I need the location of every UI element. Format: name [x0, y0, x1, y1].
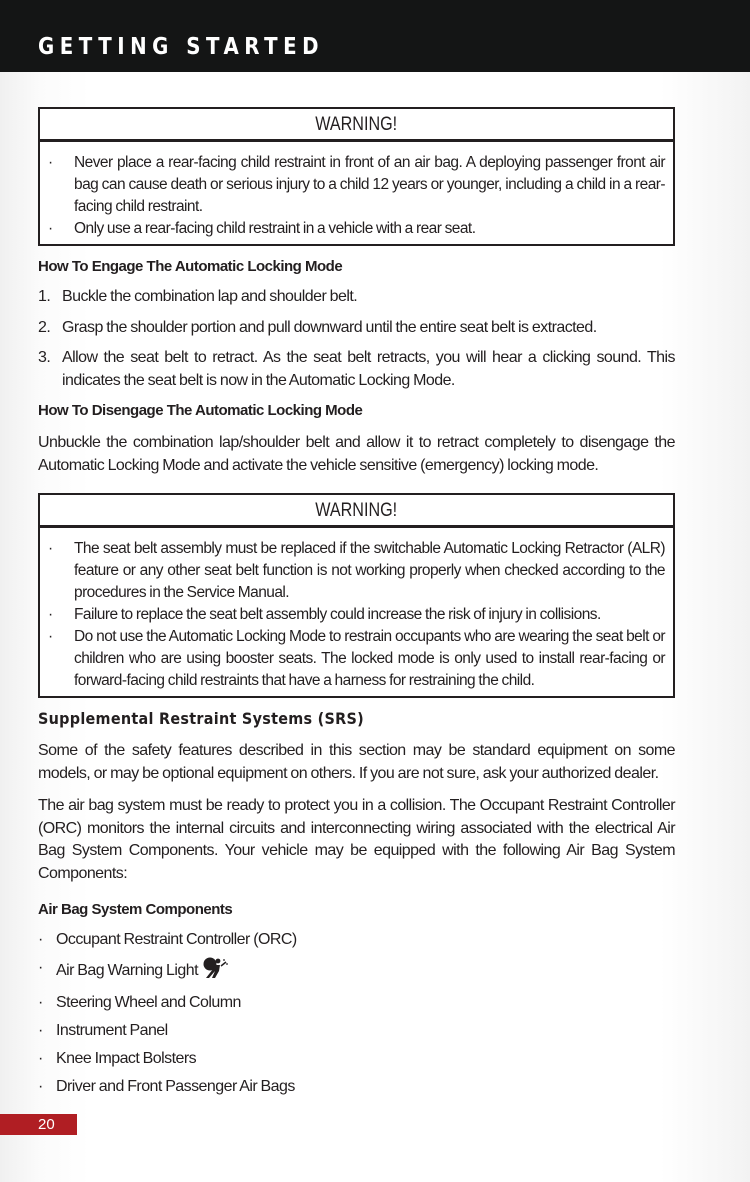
warning-item — [48, 152, 665, 218]
warning-list — [40, 528, 673, 696]
bullet-icon: · — [48, 628, 53, 645]
warning-item — [48, 538, 665, 604]
step-item — [38, 347, 675, 392]
srs-paragraph-1: Some of the safety features described in this section may be standard equipment on some models, or may be optional equipment on others. If you are not sure, ask your authorized dealer. — [38, 742, 675, 782]
component-text: Steering Wheel and Column — [56, 994, 241, 1011]
component-item — [38, 1048, 675, 1070]
disengage-heading: How To Disengage The Automatic Locking Mode — [38, 402, 363, 419]
bullet-icon: · — [38, 994, 43, 1011]
warning-item-text: Only use a rear-facing child restraint in a vehicle with a rear seat. — [74, 220, 476, 237]
bullet-icon: · — [48, 154, 53, 171]
warning-box-seat-belt — [38, 493, 675, 698]
page-number: 20 — [0, 1114, 77, 1135]
bullet-icon: · — [48, 220, 53, 237]
component-item — [38, 1020, 675, 1042]
bullet-icon: · — [38, 1022, 43, 1039]
engage-steps — [38, 286, 675, 392]
section-title: GETTING STARTED — [38, 34, 325, 60]
disengage-paragraph: Unbuckle the combination lap/shoulder belt and allow it to retract completely to disengage the Automatic Locking Mode and activate the vehicle sensitive (emergency) locking mode. — [38, 434, 675, 474]
step-text: Grasp the shoulder portion and pull downward until the entire seat belt is extracted. — [62, 318, 597, 336]
warning-heading — [40, 109, 673, 142]
section-header-bar — [0, 0, 750, 72]
srs-heading: Supplemental Restraint Systems (SRS) — [38, 709, 365, 728]
component-item — [38, 992, 675, 1014]
component-item — [38, 929, 675, 951]
step-item — [38, 317, 675, 340]
components-heading: Air Bag System Components — [38, 901, 233, 918]
component-text: Instrument Panel — [56, 1022, 168, 1039]
warning-item — [48, 218, 665, 240]
warning-item-text: The seat belt assembly must be replaced if the switchable Automatic Locking Retractor (ALR) feature or any other seat belt function is not working properly when checked according to the procedures in the Service Manual. — [74, 540, 665, 601]
step-number: 1. — [38, 288, 51, 305]
component-text: Air Bag Warning Light — [56, 962, 198, 979]
component-item — [38, 1076, 675, 1098]
component-item — [38, 957, 675, 986]
component-text: Driver and Front Passenger Air Bags — [56, 1078, 295, 1095]
warning-heading-text: WARNING! — [315, 500, 398, 521]
bullet-icon: · — [38, 931, 43, 948]
component-text: Occupant Restraint Controller (ORC) — [56, 931, 297, 948]
step-item — [38, 286, 675, 309]
step-number: 3. — [38, 349, 51, 366]
warning-item-text: Failure to replace the seat belt assembly could increase the risk of injury in collisions. — [74, 606, 601, 623]
warning-heading — [40, 495, 673, 528]
srs-paragraph-2: The air bag system must be ready to protect you in a collision. The Occupant Restraint Controller (ORC) monitors the internal circuits and interconnecting wiring associated with the electrical Air Bag System Components. Your vehicle may be equipped with the following Air Bag System Components: — [38, 797, 675, 882]
airbag-warning-icon — [202, 957, 228, 986]
warning-box-child-restraint — [38, 107, 675, 246]
component-text: Knee Impact Bolsters — [56, 1050, 197, 1067]
engage-heading: How To Engage The Automatic Locking Mode — [38, 258, 343, 275]
warning-heading-text: WARNING! — [315, 114, 398, 135]
warning-item — [48, 626, 665, 692]
warning-item-text: Do not use the Automatic Locking Mode to restrain occupants who are wearing the seat belt or children who are using booster seats. The locked mode is only used to install rear-facing or forward-facing child restraints that have a harness for restraining the child. — [74, 628, 665, 689]
step-number: 2. — [38, 318, 51, 336]
warning-item — [48, 604, 665, 626]
bullet-icon: · — [48, 540, 53, 557]
step-text: Allow the seat belt to retract. As the seat belt retracts, you will hear a clicking sound. This indicates the seat belt is now in the Automatic Locking Mode. — [62, 349, 675, 389]
page-content — [38, 107, 675, 1104]
bullet-icon: · — [48, 606, 53, 623]
warning-item-text: Never place a rear-facing child restraint in front of an air bag. A deploying passenger front air bag can cause death or serious injury to a child 12 years or younger, including a child in a rear-facing child restraint. — [74, 154, 665, 215]
components-list — [38, 929, 675, 1098]
bullet-icon: · — [38, 1050, 43, 1067]
bullet-icon: · — [38, 959, 43, 976]
bullet-icon: · — [38, 1078, 43, 1095]
step-text: Buckle the combination lap and shoulder belt. — [62, 288, 358, 305]
warning-list — [40, 142, 673, 244]
